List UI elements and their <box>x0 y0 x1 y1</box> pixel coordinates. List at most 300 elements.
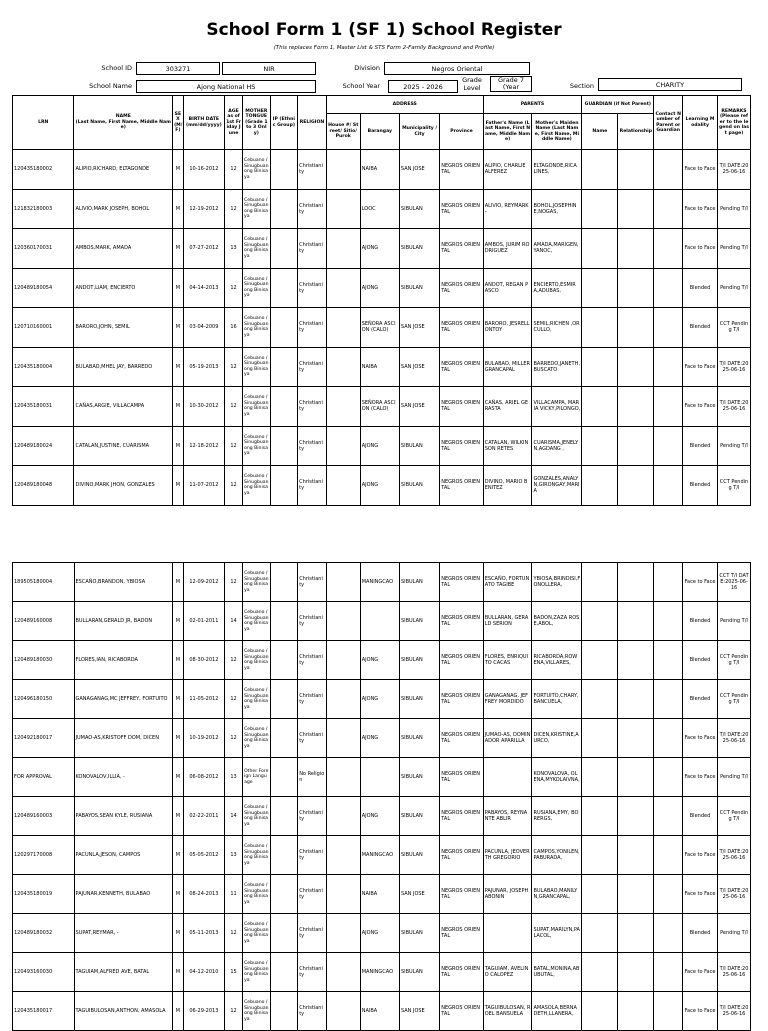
sex-cell: M <box>173 308 184 348</box>
age-cell: 12 <box>225 466 243 506</box>
religion-cell: Christianity <box>298 953 327 992</box>
house-cell <box>326 563 360 602</box>
sex-cell: M <box>173 836 184 875</box>
age-cell: 12 <box>225 387 243 427</box>
register-table-page2 <box>12 562 751 1031</box>
barangay-cell: AJONG <box>360 229 399 269</box>
contact-cell <box>654 426 683 466</box>
guardian-name-cell <box>582 641 618 680</box>
lrn-cell: 120435180004 <box>13 347 74 387</box>
remarks-cell: Pending T/I <box>718 914 751 953</box>
house-cell <box>326 387 360 427</box>
age-cell: 14 <box>225 797 243 836</box>
birth-date-cell: 04-14-2013 <box>183 268 224 308</box>
name-cell: DIVINO,MARK JHON, GONZALES <box>74 466 173 506</box>
birth-date-cell: 02-22-2011 <box>183 797 224 836</box>
mother-cell: RICABORDA,ROWENA,VILLARES, <box>532 641 582 680</box>
remarks-cell: CCT Pending T/I <box>718 797 751 836</box>
house-cell <box>326 150 360 190</box>
mother-tongue-cell: Other Foreign Language <box>243 758 271 797</box>
religion-cell: Christianity <box>298 680 327 719</box>
barangay-cell: NAIBA <box>360 347 399 387</box>
name-cell: AMBOS,MARK, AMADA <box>74 229 173 269</box>
municipality-cell: SIBULAN <box>399 602 439 641</box>
house-header: House #/ Street/ Sitio/ Purok <box>326 114 360 150</box>
house-cell <box>326 229 360 269</box>
sex-cell: M <box>173 914 184 953</box>
ip-cell <box>270 347 298 387</box>
barangay-cell: AJONG <box>360 466 399 506</box>
age-cell: 12 <box>225 680 243 719</box>
house-cell <box>326 268 360 308</box>
ip-cell <box>270 466 298 506</box>
province-cell: NEGROS ORIENTAL <box>440 602 483 641</box>
guardian-relationship-cell <box>618 602 654 641</box>
guardian-relationship-cell <box>618 875 654 914</box>
municipality-cell: SIBULAN <box>399 953 439 992</box>
birth-date-cell: 12-09-2012 <box>183 563 224 602</box>
mother-tongue-cell: Cebuano / Sinugbuanong Binisaya <box>243 387 271 427</box>
province-cell: NEGROS ORIENTAL <box>440 758 483 797</box>
mother-tongue-cell: Cebuano / Sinugbuanong Binisaya <box>243 797 271 836</box>
sex-cell: M <box>173 387 184 427</box>
name-cell: TAGUIAM,ALFRED AVE, BATAL <box>74 953 173 992</box>
table-row <box>13 914 751 953</box>
father-cell: TAGUIAM, AVELINO CALOPEZ <box>483 953 532 992</box>
school-id-field: 303271 <box>136 62 220 75</box>
modality-cell: Blended <box>683 426 718 466</box>
age-cell: 13 <box>225 758 243 797</box>
ip-cell <box>270 836 298 875</box>
barangay-cell: NAIBA <box>360 875 399 914</box>
municipality-cell: SAN JOSE <box>399 347 439 387</box>
father-cell: ESCAÑO, FORTUNATO TAGIBE <box>483 563 532 602</box>
religion-header: RELIGION <box>298 96 327 150</box>
religion-cell: Christianity <box>298 797 327 836</box>
birth-date-cell: 12-18-2012 <box>183 426 224 466</box>
guardian-relationship-cell <box>618 563 654 602</box>
name-cell: TAGUIBULOSAN,ANTHON, AMASOLA <box>74 992 173 1031</box>
mother-cell: FORTUITO,CHARY,BANCUELA, <box>532 680 582 719</box>
guardian-relationship-cell <box>618 387 654 427</box>
mother-cell: BADON,ZAZA ROSE,ABOL, <box>532 602 582 641</box>
municipality-cell: SIBULAN <box>399 466 439 506</box>
modality-cell: Face to Face <box>683 347 718 387</box>
guardian-name-cell <box>582 836 618 875</box>
contact-cell <box>654 308 683 348</box>
guardian-relationship-cell <box>618 347 654 387</box>
house-cell <box>326 308 360 348</box>
mother-tongue-cell: Cebuano / Sinugbuanong Binisaya <box>243 189 271 229</box>
contact-cell <box>654 602 683 641</box>
modality-cell: Face to Face <box>683 189 718 229</box>
father-header: Father's Name (Last Name, First Name, Middle Name) <box>483 114 532 150</box>
barangay-cell: AJONG <box>360 268 399 308</box>
ip-cell <box>270 758 298 797</box>
modality-cell: Face to Face <box>683 953 718 992</box>
mother-tongue-cell: Cebuano / Sinugbuanong Binisaya <box>243 466 271 506</box>
section-label: Section <box>569 82 594 90</box>
remarks-cell: CCT Pending T/I <box>718 680 751 719</box>
guardian-relationship-cell <box>618 426 654 466</box>
table-body-page2 <box>13 563 751 1031</box>
remarks-cell: T/I DATE:2025-06-16 <box>718 347 751 387</box>
age-cell: 12 <box>225 189 243 229</box>
house-cell <box>326 992 360 1031</box>
lrn-cell: 120496180150 <box>13 680 75 719</box>
sex-cell: M <box>173 347 184 387</box>
lrn-cell: 120435180017 <box>13 992 75 1031</box>
mother-tongue-cell: Cebuano / Sinugbuanong Binisaya <box>243 229 271 269</box>
remarks-cell: CCT T/I DATE:2025-06-16 <box>718 563 751 602</box>
contact-cell <box>654 719 683 758</box>
barangay-cell: NAIBA <box>360 150 399 190</box>
house-cell <box>326 914 360 953</box>
guardian-name-cell <box>582 189 618 229</box>
religion-cell: Christianity <box>298 602 327 641</box>
lrn-cell: 121832180003 <box>13 189 74 229</box>
contact-cell <box>654 758 683 797</box>
age-cell: 15 <box>225 953 243 992</box>
municipality-cell: SIBULAN <box>399 914 439 953</box>
remarks-cell: T/I DATE:2025-06-16 <box>718 875 751 914</box>
guardian-relationship-cell <box>618 150 654 190</box>
mother-cell: BATAL,MONINA,ABUBUTAL, <box>532 953 582 992</box>
remarks-cell: Pending T/I <box>718 189 751 229</box>
mother-cell: BULABAO,MANILYN,GRANCAPAL, <box>532 875 582 914</box>
mother-cell: ENCIERTO,ESMIRA,ADUBAS, <box>532 268 582 308</box>
guardian-name-cell <box>582 680 618 719</box>
lrn-cell: 120435180002 <box>13 150 74 190</box>
guardian-name-cell <box>582 719 618 758</box>
province-cell: NEGROS ORIENTAL <box>440 953 483 992</box>
table-row <box>13 875 751 914</box>
modality-cell: Blended <box>683 914 718 953</box>
religion-cell: Christianity <box>298 836 327 875</box>
house-cell <box>326 836 360 875</box>
contact-cell <box>654 347 683 387</box>
religion-cell: Christianity <box>298 992 327 1031</box>
ip-cell <box>270 150 298 190</box>
mother-header: Mother's Maiden Name (Last Name, First Name, Middle Name) <box>532 114 582 150</box>
religion-cell: Christianity <box>298 563 327 602</box>
sex-cell: M <box>173 466 184 506</box>
age-cell: 12 <box>225 347 243 387</box>
mother-tongue-cell: Cebuano / Sinugbuanong Binisaya <box>243 914 271 953</box>
age-cell: 16 <box>225 308 243 348</box>
contact-cell <box>654 641 683 680</box>
remarks-cell: Pending T/I <box>718 229 751 269</box>
name-cell: KONOVALOV,ILLIA, - <box>74 758 173 797</box>
mother-tongue-cell: Cebuano / Sinugbuanong Binisaya <box>243 268 271 308</box>
municipality-cell: SIBULAN <box>399 641 439 680</box>
mother-tongue-cell: Cebuano / Sinugbuanong Binisaya <box>243 992 271 1031</box>
religion-cell: Christianity <box>298 189 327 229</box>
mother-tongue-cell: Cebuano / Sinugbuanong Binisaya <box>243 719 271 758</box>
remarks-cell: T/I DATE:2025-06-16 <box>718 836 751 875</box>
guardian-relationship-cell <box>618 992 654 1031</box>
religion-cell: No Religion <box>298 758 327 797</box>
province-cell: NEGROS ORIENTAL <box>440 347 484 387</box>
mother-cell: SUPAT,MARILYN,PALACOL, <box>532 914 582 953</box>
remarks-cell: T/I DATE:2025-06-16 <box>718 992 751 1031</box>
religion-cell: Christianity <box>298 268 327 308</box>
municipality-cell: SIBULAN <box>399 426 439 466</box>
guardian-relationship-header: Relationship <box>618 114 654 150</box>
name-cell: PAJUNAR,KENNETH, BULABAO <box>74 875 173 914</box>
modality-cell: Face to Face <box>683 836 718 875</box>
lrn-header: LRN <box>13 96 74 150</box>
religion-cell: Christianity <box>298 914 327 953</box>
house-cell <box>326 719 360 758</box>
modality-cell: Face to Face <box>683 229 718 269</box>
modality-cell: Blended <box>683 680 718 719</box>
barangay-cell: NAIBA <box>360 992 399 1031</box>
guardian-name-cell <box>582 347 618 387</box>
lrn-cell: 120492180017 <box>13 719 75 758</box>
guardian-name-cell <box>582 387 618 427</box>
province-cell: NEGROS ORIENTAL <box>440 641 483 680</box>
mother-cell: ELTAGONDE,RICA LINES, <box>532 150 582 190</box>
contact-cell <box>654 387 683 427</box>
remarks-header: REMARKS (Please refer to the legend on last page) <box>718 96 751 150</box>
mother-cell: CAMPOS,YONILEN,PABURADA, <box>532 836 582 875</box>
ip-cell <box>270 563 298 602</box>
name-cell: PACUNLA,JESON, CAMPOS <box>74 836 173 875</box>
mother-tongue-cell: Cebuano / Sinugbuanong Binisaya <box>243 426 271 466</box>
sex-cell: M <box>173 719 184 758</box>
father-cell: ALIPIO, CHARLIE ALFEREZ <box>483 150 532 190</box>
guardian-name-cell <box>582 758 618 797</box>
age-header: AGE as of 1st Friday June <box>225 96 243 150</box>
birth-date-cell: 02-01-2011 <box>183 602 224 641</box>
province-cell: NEGROS ORIENTAL <box>440 992 483 1031</box>
mother-tongue-cell: Cebuano / Sinugbuanong Binisaya <box>243 563 271 602</box>
contact-cell <box>654 797 683 836</box>
guardian-name-cell <box>582 268 618 308</box>
ip-cell <box>270 268 298 308</box>
sex-cell: M <box>173 680 184 719</box>
mother-cell: YBIOSA,BRINDISI,FONOLLERA, <box>532 563 582 602</box>
province-cell: NEGROS ORIENTAL <box>440 914 483 953</box>
barangay-cell: SEÑORA ASCION (CALO) <box>360 308 399 348</box>
guardian-relationship-cell <box>618 914 654 953</box>
form-subtitle: (This replaces Form 1, Master List & STS Form 2-Family Background and Profile) <box>273 45 495 51</box>
province-cell: NEGROS ORIENTAL <box>440 387 484 427</box>
mother-cell: KONOVALOVA, OLENA,MYKOLAIVNA, <box>532 758 582 797</box>
mother-tongue-cell: Cebuano / Sinugbuanong Binisaya <box>243 953 271 992</box>
barangay-cell: AJONG <box>360 914 399 953</box>
guardian-name-cell <box>582 229 618 269</box>
ip-cell <box>270 680 298 719</box>
contact-cell <box>654 150 683 190</box>
birth-date-header: BIRTH DATE (mm/dd/yyyy) <box>183 96 224 150</box>
table-row <box>13 150 751 190</box>
name-header: NAME (Last Name, First Name, Middle Name) <box>74 96 173 150</box>
father-cell: CAÑAS, ARIEL GERASTA <box>483 387 532 427</box>
school-year-field: 2025 - 2026 <box>388 80 458 93</box>
municipality-header: Municipality / City <box>399 114 439 150</box>
age-cell: 14 <box>225 602 243 641</box>
name-cell: BULLARAN,GERALD JR, BADON <box>74 602 173 641</box>
name-cell: GANAGANAG,MC JEFFREY, FORTUITO <box>74 680 173 719</box>
contact-cell <box>654 268 683 308</box>
age-cell: 11 <box>225 875 243 914</box>
modality-cell: Blended <box>683 797 718 836</box>
sex-cell: M <box>173 602 184 641</box>
father-cell: BARORO, JESRELL ONTOY <box>483 308 532 348</box>
remarks-cell: T/I DATE:2025-06-16 <box>718 953 751 992</box>
birth-date-cell: 10-30-2012 <box>183 387 224 427</box>
barangay-cell: MANINGCAO <box>360 953 399 992</box>
birth-date-cell: 04-12-2010 <box>183 953 224 992</box>
table-row <box>13 992 751 1031</box>
barangay-header: Barangay <box>360 114 399 150</box>
municipality-cell: SIBULAN <box>399 563 439 602</box>
religion-cell: Christianity <box>298 426 327 466</box>
lrn-cell: 120489180032 <box>13 914 75 953</box>
contact-cell <box>654 914 683 953</box>
father-cell: GANAGANAG, JEFFREY MORDIDO <box>483 680 532 719</box>
barangay-cell: MANINGCAO <box>360 836 399 875</box>
remarks-cell: CCT Pending T/I <box>718 641 751 680</box>
birth-date-cell: 06-29-2013 <box>183 992 224 1031</box>
table-body-page1 <box>13 150 751 506</box>
table-row <box>13 563 751 602</box>
barangay-cell: MANINGCAO <box>360 563 399 602</box>
table-row <box>13 308 751 348</box>
remarks-cell: T/I DATE:2025-06-16 <box>718 719 751 758</box>
birth-date-cell: 12-19-2012 <box>183 189 224 229</box>
father-cell: BULABAO, MILLER GRANCAPAL <box>483 347 532 387</box>
religion-cell: Christianity <box>298 150 327 190</box>
sex-cell: M <box>173 563 184 602</box>
name-cell: ALIVIO,MARK JOSEPH, BOHOL <box>74 189 173 229</box>
sex-cell: M <box>173 189 184 229</box>
house-cell <box>326 758 360 797</box>
ip-cell <box>270 426 298 466</box>
age-cell: 12 <box>225 914 243 953</box>
modality-cell: Face to Face <box>683 875 718 914</box>
sex-cell: M <box>173 875 184 914</box>
ip-header: IP (Ethnic Group) <box>270 96 298 150</box>
barangay-cell: AJONG <box>360 680 399 719</box>
municipality-cell: SIBULAN <box>399 680 439 719</box>
sex-cell: M <box>173 797 184 836</box>
contact-cell <box>654 466 683 506</box>
remarks-cell: Pending T/I <box>718 268 751 308</box>
table-row <box>13 719 751 758</box>
guardian-name-cell <box>582 466 618 506</box>
mother-tongue-cell: Cebuano / Sinugbuanong Binisaya <box>243 875 271 914</box>
mother-tongue-cell: Cebuano / Sinugbuanong Binisaya <box>243 641 271 680</box>
father-cell <box>483 914 532 953</box>
father-cell: PABAYOS, REYNANTE ABLIR <box>483 797 532 836</box>
mother-cell: BARREDO,JANETH,BUSCATO <box>532 347 582 387</box>
mother-tongue-cell: Cebuano / Sinugbuanong Binisaya <box>243 150 271 190</box>
name-cell: FLORES,IAN, RICABORDA <box>74 641 173 680</box>
sex-cell: M <box>173 426 184 466</box>
name-cell: ESCAÑO,BRANDON, YBIOSA <box>74 563 173 602</box>
table-row <box>13 229 751 269</box>
birth-date-cell: 08-30-2012 <box>183 641 224 680</box>
religion-cell: Christianity <box>298 641 327 680</box>
modality-cell: Blended <box>683 641 718 680</box>
contact-cell <box>654 563 683 602</box>
municipality-cell: SAN JOSE <box>399 875 439 914</box>
father-cell: ANDOT, REGAN PASCO <box>483 268 532 308</box>
name-cell: ALIPIO,RICHARD, ELTAGONDE <box>74 150 173 190</box>
house-cell <box>326 426 360 466</box>
mother-cell: RUSIANA,EMY, BORERGS, <box>532 797 582 836</box>
remarks-cell: T/I DATE:2025-06-16 <box>718 150 751 190</box>
name-cell: CAÑAS,ARGIE, VILLACAMPA <box>74 387 173 427</box>
name-cell: ANDOT,LIAM, ENCIERTO <box>74 268 173 308</box>
modality-cell: Face to Face <box>683 150 718 190</box>
table-row <box>13 347 751 387</box>
birth-date-cell: 11-07-2012 <box>183 466 224 506</box>
province-cell: NEGROS ORIENTAL <box>440 797 483 836</box>
modality-cell: Face to Face <box>683 992 718 1031</box>
division-field: Negros Oriental <box>384 62 530 75</box>
modality-cell: Face to Face <box>683 719 718 758</box>
house-cell <box>326 680 360 719</box>
father-cell: PACUNLA, JEOVERTH GREGORIO <box>483 836 532 875</box>
municipality-cell: SIBULAN <box>399 229 439 269</box>
table-row <box>13 758 751 797</box>
contact-cell <box>654 875 683 914</box>
division-label: Division <box>354 64 380 72</box>
birth-date-cell: 08-24-2013 <box>183 875 224 914</box>
province-cell: NEGROS ORIENTAL <box>440 189 484 229</box>
lrn-cell: 189505180004 <box>13 563 75 602</box>
region-field: NIR <box>222 62 316 75</box>
house-cell <box>326 189 360 229</box>
sex-cell: M <box>173 229 184 269</box>
guardian-relationship-cell <box>618 680 654 719</box>
house-cell <box>326 875 360 914</box>
sex-cell: M <box>173 992 184 1031</box>
name-cell: BARORO,JOHN, SEMIL <box>74 308 173 348</box>
municipality-cell: SAN JOSE <box>399 387 439 427</box>
school-name-field: Ajong National HS <box>136 80 316 93</box>
table-row <box>13 268 751 308</box>
municipality-cell: SIBULAN <box>399 189 439 229</box>
province-header: Province <box>440 114 484 150</box>
province-cell: NEGROS ORIENTAL <box>440 563 483 602</box>
sex-cell: M <box>173 758 184 797</box>
mother-cell: AMADA,MARIGEN,YANOC, <box>532 229 582 269</box>
religion-cell: Christianity <box>298 466 327 506</box>
religion-cell: Christianity <box>298 875 327 914</box>
birth-date-cell: 11-05-2012 <box>183 680 224 719</box>
sex-cell: M <box>173 953 184 992</box>
name-cell: JUMAO-AS,KRISTOFF DOM, DICEN <box>74 719 173 758</box>
guardian-name-cell <box>582 953 618 992</box>
guardian-relationship-cell <box>618 641 654 680</box>
contact-header: Contact Number of Parent or Guardian <box>654 96 683 150</box>
age-cell: 12 <box>225 563 243 602</box>
sex-cell: M <box>173 641 184 680</box>
table-row <box>13 466 751 506</box>
modality-cell: Blended <box>683 308 718 348</box>
school-id-label: School ID <box>101 64 132 72</box>
ip-cell <box>270 797 298 836</box>
municipality-cell: SAN JOSE <box>399 150 439 190</box>
ip-cell <box>270 229 298 269</box>
father-cell <box>483 758 532 797</box>
father-cell: CATALAN, WILKINSON RETES <box>483 426 532 466</box>
